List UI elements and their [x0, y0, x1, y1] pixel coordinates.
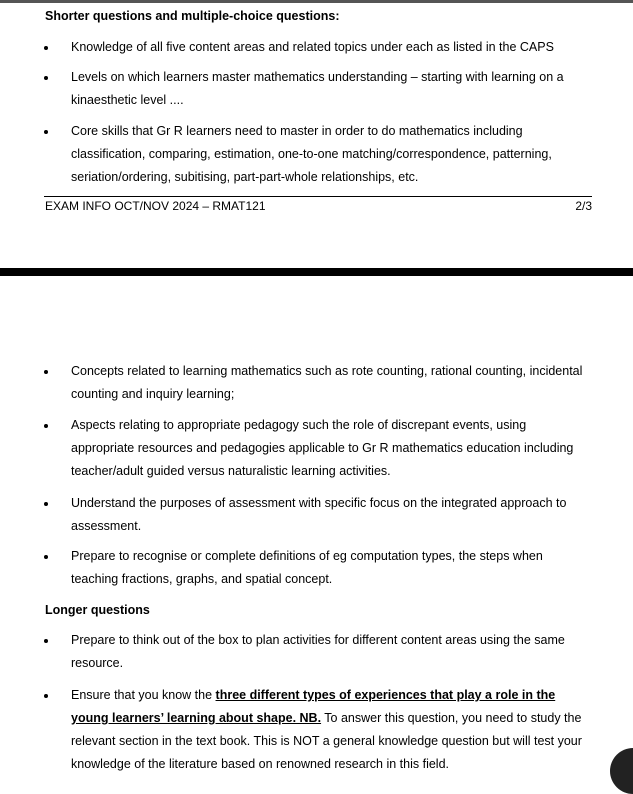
- bullet-text: Prepare to think out of the box to plan activities for different content areas using the same resource.: [71, 633, 565, 670]
- section-heading-longer-questions: Longer questions: [45, 603, 150, 617]
- bullet-marker: [44, 424, 48, 428]
- bullet-text: Aspects relating to appropriate pedagogy such the role of discrepant events, using appropriate resources and pedagogies applicable to Gr R mathematics education including teacher/adult guided versus naturalistic learning activities.: [71, 418, 574, 478]
- footer-exam-info: EXAM INFO OCT/NOV 2024 – RMAT121: [45, 199, 266, 213]
- emphasized-shape-experiences: three different types of experiences that play a role in the young learners’ learning about shape. NB.: [71, 688, 556, 725]
- footer-page-number: 2/3: [575, 199, 592, 213]
- bullet-text-lead: Ensure that you know the: [71, 688, 216, 702]
- document-page-1: [0, 0, 633, 268]
- bullet-marker: [44, 502, 48, 506]
- bullet-marker: [44, 370, 48, 374]
- bullet-marker: [44, 46, 48, 50]
- bullet-marker: [44, 694, 48, 698]
- document-page-2: [0, 276, 633, 771]
- bullet-marker: [44, 130, 48, 134]
- bullet-marker: [44, 76, 48, 80]
- bullet-marker: [44, 639, 48, 643]
- bullet-text: Prepare to recognise or complete definitions of eg computation types, the steps when teaching fractions, graphs, and spatial concept.: [71, 549, 543, 586]
- bullet-text: Core skills that Gr R learners need to master in order to do mathematics including classification, comparing, estimation, one-to-one matching/correspondence, patterning, seriation/ordering, subitising, part-part-whole relationships, etc.: [71, 124, 552, 184]
- bullet-text: Understand the purposes of assessment with specific focus on the integrated approach to assessment.: [71, 496, 567, 533]
- bullet-text: Knowledge of all five content areas and related topics under each as listed in the CAPS: [71, 40, 554, 54]
- bullet-text-rest: To answer this question, you need to study the relevant section in the text book. This is NOT a general knowledge question but will test your knowledge of the literature based on renowned research in this field.: [71, 711, 582, 771]
- bullet-text: [71, 684, 587, 776]
- bullet-marker: [44, 555, 48, 559]
- page-divider: [0, 268, 633, 276]
- bullet-text: Concepts related to learning mathematics such as rote counting, rational counting, incidental counting and inquiry learning;: [71, 364, 583, 401]
- bullet-text: Levels on which learners master mathematics understanding – starting with learning on a kinaesthetic level ....: [71, 70, 564, 107]
- footer-rule: [44, 196, 592, 197]
- page-top-edge: [0, 0, 633, 3]
- section-heading-shorter-questions: Shorter questions and multiple-choice questions:: [45, 9, 340, 23]
